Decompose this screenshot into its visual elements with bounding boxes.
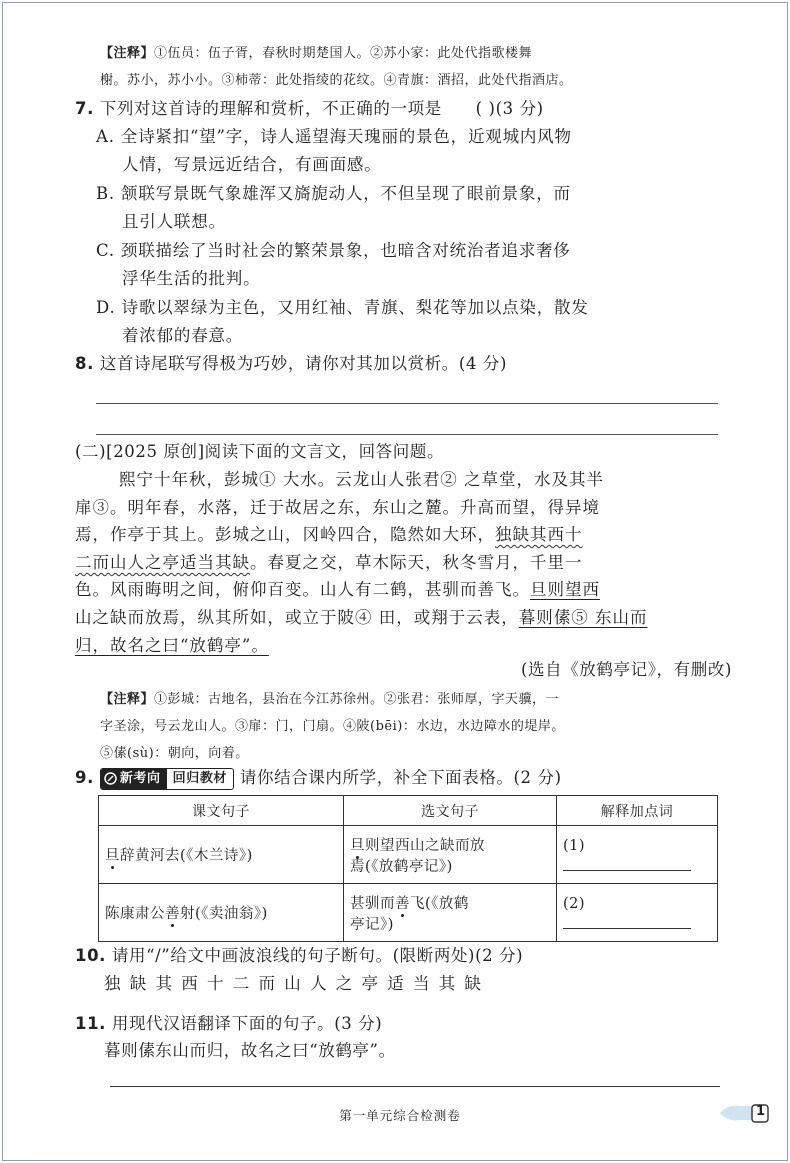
answer-blank[interactable] bbox=[563, 854, 691, 871]
answer-line[interactable] bbox=[96, 434, 718, 435]
table-header-row bbox=[99, 796, 718, 826]
option-text: 且引人联想。 bbox=[122, 212, 226, 231]
footer-rule bbox=[110, 1086, 720, 1087]
badge-text: 回归教材 bbox=[172, 771, 228, 786]
passage-source: (选自《放鹤亭记》，有删改) bbox=[520, 660, 732, 679]
fill-table bbox=[98, 795, 718, 942]
option-a bbox=[96, 123, 736, 178]
question-number: 7. bbox=[75, 99, 94, 118]
question-10 bbox=[75, 942, 755, 969]
pen-icon bbox=[104, 772, 117, 785]
option-text: A. 全诗紧扣“望”字，诗人遥望海天瑰丽的景色，近观城内风物 bbox=[96, 127, 572, 146]
question-number: 10. bbox=[75, 946, 107, 965]
page-number-tab bbox=[718, 1102, 770, 1124]
footer-title: 第一单元综合检测卷 bbox=[339, 1108, 461, 1123]
passage-line: 熙宁十年秋，彭城① 大水。云龙山人张君② 之草堂，水及其半 bbox=[119, 470, 604, 489]
passage-annotation bbox=[100, 686, 725, 767]
passage-text: 色。风雨晦明之间，俯仰百变。山人有二鹤，甚驯而善飞。 bbox=[75, 580, 530, 600]
annotation-label: 【注释】 bbox=[100, 46, 155, 61]
annotation-line: ⑤傃(sù)：朝向，向着。 bbox=[100, 746, 249, 761]
option-text: 浮华生活的批判。 bbox=[122, 269, 261, 288]
cell-text: 射(《卖油翁》) bbox=[180, 906, 268, 922]
table-cell bbox=[344, 884, 557, 942]
column-header: 课文句子 bbox=[99, 796, 344, 826]
blank-label: (1) bbox=[563, 838, 586, 854]
option-b bbox=[96, 180, 736, 235]
sentence-to-punctuate: 独 缺 其 西 十 二 而 山 人 之 亭 适 当 其 缺 bbox=[104, 974, 483, 993]
table-row bbox=[99, 884, 718, 942]
cell-text: 陈康肃公 bbox=[105, 906, 165, 922]
wavy-underlined-text: 二而山人之亭适当其缺 bbox=[75, 552, 250, 572]
annotation-line: 榭。苏小，苏小小。③柿蒂：此处指绫的花纹。④青旗：酒招，此处代指酒店。 bbox=[100, 73, 573, 88]
underlined-text: 归，故名之曰“放鹤亭”。 bbox=[75, 635, 269, 655]
option-text: D. 诗歌以翠绿为主色，又用红袖、青旗、梨花等加以点染，散发 bbox=[96, 298, 589, 317]
question-stem: 请用“/”给文中画波浪线的句子断句。(限断两处)(2 分) bbox=[111, 946, 524, 965]
passage-text: 山之缺而放焉，纵其所如，或立于陂④ 田，或翔于云表， bbox=[75, 607, 519, 627]
annotation-line: ①伍员：伍子胥，春秋时期楚国人。②苏小家：此处代指歌楼舞 bbox=[154, 46, 533, 61]
question-stem: 请你结合课内所学，补全下面表格。(2 分) bbox=[239, 768, 562, 787]
cell-text: 辞黄河去(《木兰诗》) bbox=[120, 848, 253, 864]
table-cell bbox=[344, 826, 557, 884]
cell-text: 飞(《放鹤 bbox=[410, 895, 469, 912]
options-7 bbox=[96, 123, 736, 349]
badge-dark-part bbox=[101, 769, 167, 789]
answer-paren: ( )(3 分) bbox=[475, 99, 544, 118]
passage-line bbox=[75, 576, 735, 604]
annotation-line: ①彭城：古地名，县治在今江苏徐州。②张君：张师厚，字天骥，一 bbox=[154, 692, 560, 707]
question-9 bbox=[75, 764, 755, 791]
badge-text: 新考向 bbox=[119, 771, 161, 786]
cell-text: 亭记》) bbox=[350, 916, 394, 933]
question-stem: 下列对这首诗的理解和赏析，不正确的一项是 bbox=[99, 99, 442, 118]
cell-text: 甚驯而 bbox=[350, 895, 395, 912]
question-7 bbox=[75, 95, 735, 122]
column-header: 选文句子 bbox=[344, 796, 557, 826]
cell-text: 焉(《放鹤亭记》) bbox=[350, 858, 453, 875]
page-number: 1 bbox=[756, 1104, 766, 1119]
dotted-char: 旦 bbox=[105, 848, 120, 864]
question-stem: 用现代汉语翻译下面的句子。(3 分) bbox=[111, 1014, 383, 1033]
question-8 bbox=[75, 350, 735, 377]
option-text: 人情，写景远近结合，有画面感。 bbox=[122, 155, 382, 174]
option-text: B. 颔联写景既气象雄浑又旖旎动人，不但呈现了眼前景象，而 bbox=[96, 184, 571, 203]
sentence-to-translate: 暮则傃东山而归，故名之曰“放鹤亭”。 bbox=[104, 1041, 396, 1060]
answer-line[interactable] bbox=[96, 403, 718, 404]
option-c bbox=[96, 237, 736, 292]
underlined-text: 暮则傃⑤ 东山而 bbox=[518, 607, 648, 627]
column-header: 解释加点词 bbox=[557, 796, 718, 826]
answer-blank[interactable] bbox=[563, 912, 691, 929]
question-number: 8. bbox=[75, 354, 94, 373]
annotation-line: 字圣涂，号云龙山人。③扉：门，门扇。④陂(bēi)：水边，水边障水的堤岸。 bbox=[100, 719, 565, 734]
question-number: 11. bbox=[75, 1014, 107, 1033]
annotation-label: 【注释】 bbox=[100, 692, 155, 707]
passage-line bbox=[75, 549, 735, 577]
section-header: (二)[2025 原创]阅读下面的文言文，回答问题。 bbox=[75, 442, 445, 461]
poem-annotation bbox=[100, 40, 720, 94]
table-cell bbox=[99, 884, 344, 942]
classical-passage bbox=[75, 466, 735, 659]
dotted-char: 旦 bbox=[350, 837, 365, 854]
dotted-char: 善 bbox=[165, 906, 180, 922]
blank-label: (2) bbox=[563, 896, 586, 912]
wavy-underlined-text: 独缺其西十 bbox=[495, 525, 583, 545]
new-direction-badge bbox=[100, 768, 234, 790]
passage-text: 。春夏之交，草木际天，秋冬雪月，千里一 bbox=[250, 552, 583, 572]
table-cell bbox=[557, 826, 718, 884]
passage-line bbox=[75, 521, 735, 549]
dotted-char: 善 bbox=[395, 895, 410, 912]
passage-text: 焉，作亭于其上。彭城之山，冈岭四合，隐然如大环， bbox=[75, 525, 495, 545]
table-row bbox=[99, 826, 718, 884]
option-d bbox=[96, 294, 736, 349]
passage-line: 扉③。明年春，水落，迁于故居之东，东山之麓。升高而望，得异境 bbox=[75, 497, 600, 517]
cell-text: 则望西山之缺而放 bbox=[365, 837, 485, 854]
table-cell bbox=[99, 826, 344, 884]
question-number: 9. bbox=[75, 768, 94, 787]
passage-line bbox=[75, 604, 735, 632]
question-11 bbox=[75, 1010, 755, 1037]
table-cell bbox=[557, 884, 718, 942]
option-text: 着浓郁的春意。 bbox=[122, 326, 244, 345]
option-text: C. 颈联描绘了当时社会的繁荣景象，也暗含对统治者追求奢侈 bbox=[96, 241, 571, 260]
question-stem: 这首诗尾联写得极为巧妙，请你对其加以赏析。(4 分) bbox=[99, 354, 508, 373]
underlined-text: 旦则望西 bbox=[530, 580, 600, 600]
